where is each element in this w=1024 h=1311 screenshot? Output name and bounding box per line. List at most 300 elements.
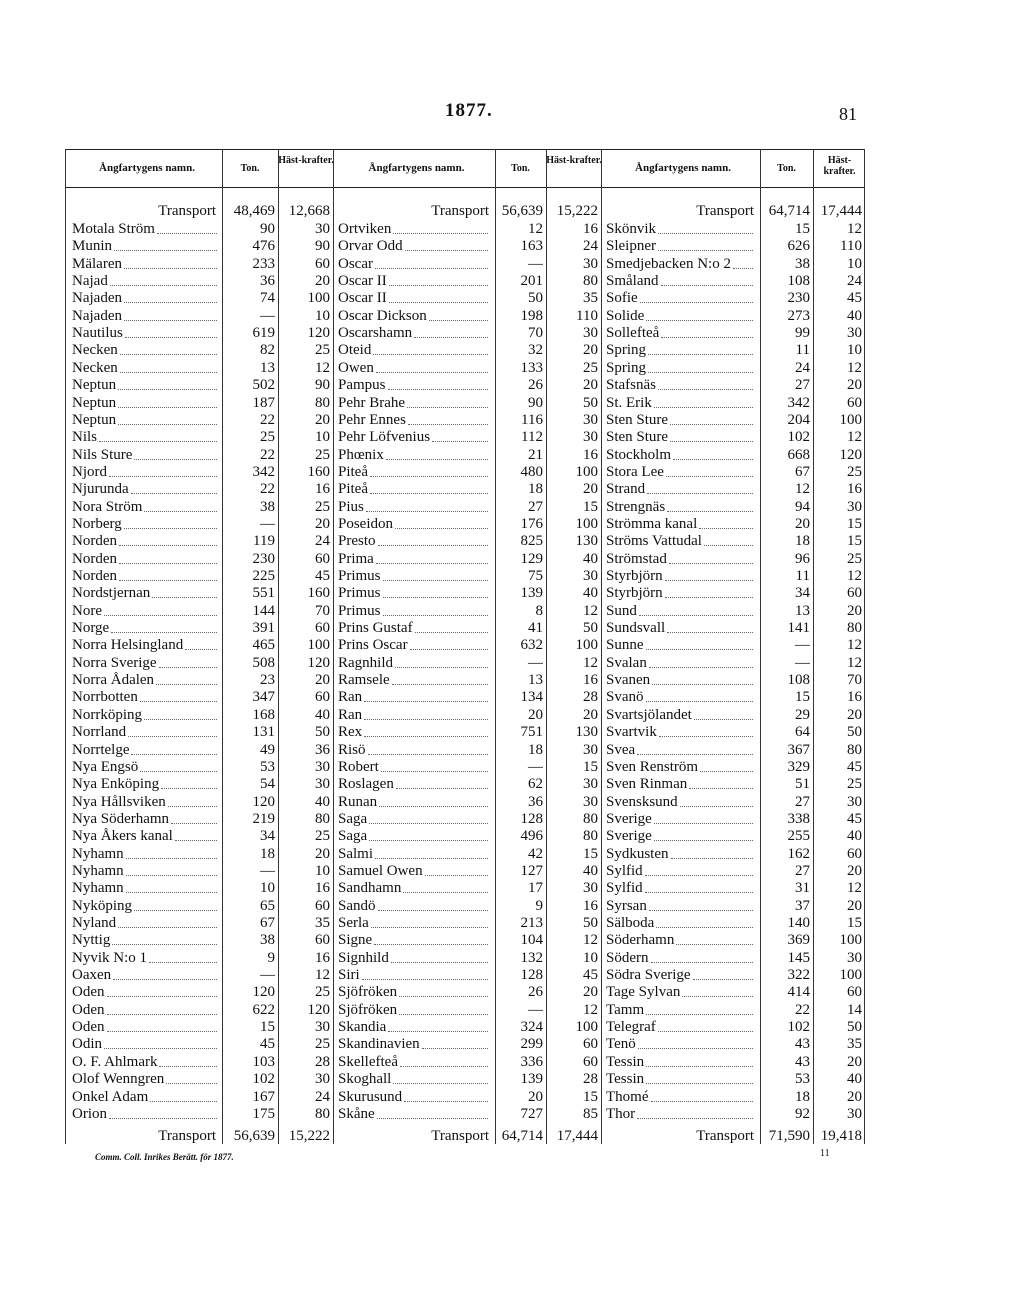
ship-name-text: Strand — [606, 481, 646, 498]
ship-tons: 11 — [795, 568, 810, 584]
ship-name-text: Sven Rinman — [606, 776, 688, 793]
ship-name-text: Svartvik — [606, 724, 657, 741]
ship-name — [72, 620, 220, 637]
ship-horsepower: 16 — [583, 672, 598, 689]
ship-tons: — — [528, 654, 543, 671]
ship-name — [338, 707, 491, 724]
ship-horsepower: 30 — [583, 776, 598, 793]
ship-tons: 53 — [260, 758, 275, 775]
ship-name-text: Tessin — [606, 1053, 645, 1070]
ship-name — [606, 464, 756, 481]
dot-leader — [119, 545, 217, 546]
ship-horsepower: 25 — [847, 550, 862, 567]
ship-horsepower: 20 — [315, 672, 330, 689]
dot-leader — [377, 1118, 488, 1119]
ship-horsepower: 12 — [315, 967, 330, 984]
ship-name — [72, 950, 220, 967]
ship-horsepower: 16 — [583, 221, 598, 237]
ship-tons: 632 — [520, 637, 543, 654]
ship-name — [72, 325, 220, 342]
dot-leader — [157, 233, 217, 234]
dot-leader — [647, 493, 753, 494]
dot-leader — [383, 597, 488, 598]
ship-tons: 342 — [787, 394, 810, 411]
ship-tons: 70 — [528, 325, 543, 342]
header-horsepower: Häst-krafter. — [278, 155, 334, 166]
ship-horsepower: 30 — [315, 1071, 330, 1088]
ship-tons: — — [528, 758, 543, 775]
ship-name-text: Runan — [338, 793, 378, 810]
ship-horsepower: 45 — [315, 568, 330, 584]
ship-tons: 13 — [260, 359, 275, 376]
ship-name-text: Sydkusten — [606, 845, 669, 862]
ship-horsepower: 24 — [315, 1088, 330, 1105]
ship-name — [606, 1089, 756, 1106]
dot-leader — [119, 580, 217, 581]
ship-tons: 112 — [521, 429, 543, 446]
dot-leader — [376, 372, 488, 373]
dot-leader — [107, 996, 218, 997]
ship-name — [72, 429, 220, 446]
ship-name-text: Norberg — [72, 515, 122, 532]
ship-name — [338, 1002, 491, 1019]
ship-name — [606, 707, 756, 724]
ship-name — [338, 742, 491, 759]
dot-leader — [366, 511, 488, 512]
ship-name — [338, 238, 491, 255]
dot-leader — [393, 1083, 488, 1084]
dot-leader — [109, 1118, 217, 1119]
column-rule — [864, 149, 865, 1144]
ship-horsepower: 100 — [575, 637, 598, 654]
ship-name — [72, 412, 220, 429]
ship-name-text: Norden — [72, 550, 117, 567]
ship-name-text: Piteå — [338, 481, 368, 498]
ship-horsepower: 120 — [839, 446, 862, 463]
ship-name — [338, 811, 491, 828]
ship-name-text: Mälaren — [72, 255, 122, 272]
ship-name — [338, 395, 491, 412]
ship-horsepower: 40 — [583, 862, 598, 879]
ship-tons: 508 — [252, 654, 275, 671]
ship-name — [72, 308, 220, 325]
ship-tons: 163 — [520, 238, 543, 255]
ship-tons: 90 — [528, 394, 543, 411]
dot-leader — [118, 424, 217, 425]
ship-name — [606, 932, 756, 949]
ship-name — [338, 256, 491, 273]
ship-tons: 26 — [528, 984, 543, 1001]
dot-leader — [682, 996, 753, 997]
ship-horsepower: 12 — [583, 602, 598, 619]
ship-tons: 255 — [787, 828, 810, 845]
ship-name — [606, 898, 756, 915]
ship-horsepower: 60 — [315, 255, 330, 272]
ship-horsepower: 24 — [315, 533, 330, 550]
ship-name — [338, 620, 491, 637]
ship-name — [72, 863, 220, 880]
ship-name — [606, 290, 756, 307]
ship-horsepower: 45 — [847, 758, 862, 775]
ship-horsepower: 25 — [315, 446, 330, 463]
ship-horsepower: 30 — [847, 1105, 862, 1122]
dot-leader — [680, 806, 753, 807]
ship-tons: 338 — [787, 810, 810, 827]
page-year: 1877. — [445, 100, 493, 121]
dot-leader — [161, 788, 217, 789]
ship-name-text: Serla — [338, 915, 369, 931]
ship-name — [72, 794, 220, 811]
ship-horsepower: 30 — [315, 221, 330, 237]
dot-leader — [646, 701, 754, 702]
ship-name-text: Samuel Owen — [338, 862, 423, 879]
ship-name — [72, 776, 220, 793]
ship-name — [606, 551, 756, 568]
dot-leader — [107, 1014, 218, 1015]
dot-leader — [370, 493, 488, 494]
ship-tons: 128 — [520, 810, 543, 827]
dot-leader — [378, 910, 489, 911]
ship-tons: 342 — [252, 463, 275, 480]
ship-name-text: Skurusund — [338, 1088, 403, 1105]
ship-name-text: Nils — [72, 429, 98, 446]
dot-leader — [114, 250, 217, 251]
dot-leader — [124, 268, 217, 269]
ship-horsepower: 20 — [847, 602, 862, 619]
ship-name — [338, 360, 491, 377]
ship-name — [72, 759, 220, 776]
ship-tons: 108 — [787, 672, 810, 689]
ship-name-text: Sverige — [606, 810, 652, 827]
ship-tons: 18 — [795, 533, 810, 550]
ship-horsepower: 60 — [315, 897, 330, 914]
ship-horsepower: 80 — [583, 273, 598, 290]
ship-name-text: Njord — [72, 463, 107, 480]
ship-name — [338, 950, 491, 967]
ship-tons: 67 — [795, 463, 810, 480]
ship-tons: 825 — [520, 533, 543, 550]
ship-name-text: Norra Sverige — [72, 654, 157, 671]
ship-name — [338, 967, 491, 984]
ship-name — [72, 1106, 220, 1123]
ship-name-text: Nordstjernan — [72, 585, 151, 602]
ship-name — [338, 846, 491, 863]
dot-leader — [669, 563, 753, 564]
ship-horsepower: 40 — [315, 793, 330, 810]
ship-name — [338, 481, 491, 498]
ship-name-text: Nya Enköping — [72, 776, 160, 793]
header-tons: Ton. — [777, 163, 796, 174]
ship-horsepower: 20 — [315, 273, 330, 290]
ship-horsepower: 60 — [315, 620, 330, 637]
ship-horsepower: 40 — [583, 585, 598, 602]
dot-leader — [379, 806, 488, 807]
dot-leader — [124, 302, 217, 303]
ship-tons: 751 — [520, 724, 543, 741]
ship-name-text: Nautilus — [72, 325, 123, 342]
ship-name-text: Pehr Brahe — [338, 394, 406, 411]
ship-horsepower: 60 — [847, 394, 862, 411]
ship-horsepower: 35 — [315, 915, 330, 931]
dot-leader — [381, 771, 488, 772]
ship-tons: 102 — [787, 429, 810, 446]
ship-horsepower: 45 — [847, 810, 862, 827]
ship-horsepower: 120 — [307, 1001, 330, 1018]
dot-leader — [639, 615, 753, 616]
ship-name-text: Sandö — [338, 897, 376, 914]
ship-name — [72, 481, 220, 498]
ship-tons: 144 — [252, 602, 275, 619]
ship-name — [606, 1002, 756, 1019]
ship-horsepower: 12 — [583, 654, 598, 671]
ship-tons: 8 — [535, 602, 543, 619]
ship-tons: — — [795, 654, 810, 671]
ship-horsepower: 25 — [315, 984, 330, 1001]
ship-name — [338, 932, 491, 949]
dot-leader — [386, 459, 488, 460]
transport-out-tons: 64,714 — [501, 1128, 543, 1144]
ship-tons: 127 — [520, 862, 543, 879]
ship-name — [338, 984, 491, 1001]
ship-name — [72, 1036, 220, 1053]
ship-name-text: Siri — [338, 967, 360, 984]
ship-horsepower: 25 — [847, 776, 862, 793]
ship-horsepower: 25 — [315, 342, 330, 359]
ship-tons: 727 — [520, 1105, 543, 1122]
ship-name — [606, 672, 756, 689]
ship-tons: 622 — [252, 1001, 275, 1018]
ship-name-text: Sälboda — [606, 915, 655, 931]
transport-out-label: Transport — [158, 1128, 216, 1144]
dot-leader — [425, 875, 488, 876]
ship-tons: 668 — [787, 446, 810, 463]
dot-leader — [99, 441, 217, 442]
ship-name-text: Nya Söderhamn — [72, 810, 170, 827]
ship-name — [338, 915, 491, 932]
ship-name-text: Pehr Löfvenius — [338, 429, 431, 446]
transport-out-tons: 56,639 — [233, 1128, 275, 1144]
ship-tons: 18 — [795, 1088, 810, 1105]
ship-name-text: Nyhamn — [72, 862, 124, 879]
ship-tons: 32 — [528, 342, 543, 359]
ship-tons: 175 — [252, 1105, 275, 1122]
dot-leader — [125, 337, 217, 338]
dot-leader — [658, 1031, 753, 1032]
column-rule — [333, 149, 334, 1144]
ship-horsepower: 80 — [583, 810, 598, 827]
ship-tons: 43 — [795, 1053, 810, 1070]
dot-leader — [107, 1031, 218, 1032]
ship-horsepower: 40 — [847, 828, 862, 845]
ship-name — [606, 395, 756, 412]
ship-name-text: Skoghall — [338, 1071, 392, 1088]
ship-name — [338, 1106, 491, 1123]
ship-horsepower: 50 — [315, 724, 330, 741]
ship-name — [606, 377, 756, 394]
ship-tons: 12 — [528, 221, 543, 237]
ship-name-text: Nya Åkers kanal — [72, 828, 173, 845]
ship-name — [72, 603, 220, 620]
ship-name-text: Nyhamn — [72, 845, 124, 862]
ship-horsepower: 80 — [583, 828, 598, 845]
ship-horsepower: 50 — [847, 724, 862, 741]
dot-leader — [393, 233, 488, 234]
transport-out-hp: 15,222 — [288, 1128, 330, 1144]
ship-tons: 476 — [252, 238, 275, 255]
dot-leader — [371, 927, 488, 928]
ship-horsepower: 15 — [847, 533, 862, 550]
ship-tons: 134 — [520, 689, 543, 706]
dot-leader — [733, 268, 753, 269]
dot-leader — [159, 1066, 217, 1067]
ship-name-text: Tamm — [606, 1001, 645, 1018]
ship-horsepower: 50 — [583, 620, 598, 637]
ship-tons: 129 — [520, 550, 543, 567]
ship-tons: 219 — [252, 810, 275, 827]
ship-tons: 502 — [252, 377, 275, 394]
ship-tons: 9 — [267, 949, 275, 966]
ship-name — [72, 898, 220, 915]
ship-name — [72, 724, 220, 741]
dot-leader — [175, 840, 217, 841]
ship-name-text: Ragnhild — [338, 654, 393, 671]
ship-name-text: Neptun — [72, 377, 117, 394]
ship-name — [72, 984, 220, 1001]
ship-horsepower: 160 — [307, 585, 330, 602]
ship-horsepower: 80 — [315, 394, 330, 411]
ship-horsepower: 80 — [315, 1105, 330, 1122]
dot-leader — [126, 892, 217, 893]
ship-tons: 176 — [520, 515, 543, 532]
dot-leader — [126, 858, 217, 859]
ship-horsepower: 100 — [839, 411, 862, 428]
ship-name-text: Styrbjörn — [606, 568, 663, 584]
dot-leader — [134, 459, 217, 460]
ship-name — [606, 724, 756, 741]
ship-name-text: Solide — [606, 307, 645, 324]
dot-leader — [144, 719, 217, 720]
ship-name-text: Skåne — [338, 1105, 375, 1122]
ship-name-text: Spring — [606, 359, 647, 376]
ship-name-text: Syrsan — [606, 897, 647, 914]
ship-name-text: Svartsjölandet — [606, 706, 692, 723]
ship-name-text: Prins Oscar — [338, 637, 408, 654]
ship-horsepower: 60 — [315, 689, 330, 706]
ship-name-text: Nyland — [72, 915, 117, 931]
dot-leader — [654, 840, 753, 841]
ship-name-text: Primus — [338, 568, 381, 584]
ship-tons: 102 — [787, 1019, 810, 1036]
ship-name-text: Norrland — [72, 724, 127, 741]
dot-leader — [124, 528, 217, 529]
ship-tons: 27 — [795, 862, 810, 879]
ship-tons: 367 — [787, 741, 810, 758]
ship-name — [606, 238, 756, 255]
ship-name — [606, 516, 756, 533]
ship-name-text: Norrbotten — [72, 689, 138, 706]
ship-name — [338, 898, 491, 915]
ship-horsepower: 100 — [839, 932, 862, 949]
dot-leader — [414, 337, 488, 338]
dot-leader — [110, 285, 217, 286]
transport-out-label: Transport — [431, 1128, 489, 1144]
ship-name-text: Skellefteå — [338, 1053, 398, 1070]
ship-name — [606, 776, 756, 793]
ship-name-text: Sjöfröken — [338, 984, 398, 1001]
ship-name-text: Presto — [338, 533, 376, 550]
ship-tons: 20 — [528, 706, 543, 723]
ship-horsepower: 15 — [847, 515, 862, 532]
page-number: 81 — [839, 104, 857, 124]
ship-horsepower: 100 — [307, 637, 330, 654]
ship-tons: 347 — [252, 689, 275, 706]
dot-leader — [646, 1014, 753, 1015]
ship-name — [338, 342, 491, 359]
ship-horsepower: 12 — [847, 654, 862, 671]
ship-horsepower: 60 — [847, 845, 862, 862]
ship-tons: 198 — [520, 307, 543, 324]
ship-name — [72, 568, 220, 585]
ship-tons: 25 — [260, 429, 275, 446]
ship-name — [606, 412, 756, 429]
dot-leader — [422, 1048, 488, 1049]
ship-tons: 37 — [795, 897, 810, 914]
ship-tons: 133 — [520, 359, 543, 376]
ship-tons: 22 — [795, 1001, 810, 1018]
ship-name-text: Prima — [338, 550, 374, 567]
ship-name-text: Ran — [338, 706, 363, 723]
ship-name — [606, 256, 756, 273]
ship-horsepower: 90 — [315, 238, 330, 255]
ship-horsepower: 10 — [583, 949, 598, 966]
dot-leader — [667, 511, 753, 512]
ship-name — [72, 290, 220, 307]
ship-tons: 50 — [528, 290, 543, 307]
ship-horsepower: 10 — [315, 307, 330, 324]
transport-out-label: Transport — [696, 1128, 754, 1144]
dot-leader — [126, 875, 217, 876]
ship-name-text: Ströms Vattudal — [606, 533, 702, 550]
dot-leader — [113, 979, 217, 980]
ship-horsepower: 80 — [847, 620, 862, 637]
ship-tons: 496 — [520, 828, 543, 845]
dot-leader — [429, 320, 488, 321]
ship-name — [606, 1036, 756, 1053]
dot-leader — [646, 320, 753, 321]
ship-name — [606, 828, 756, 845]
ship-name — [338, 464, 491, 481]
ship-name-text: Najad — [72, 273, 108, 290]
dot-leader — [370, 476, 488, 477]
dot-leader — [185, 649, 217, 650]
ship-name — [606, 533, 756, 550]
ship-name-text: Norra Ådalen — [72, 672, 155, 689]
ship-horsepower: 16 — [583, 446, 598, 463]
ship-name — [338, 828, 491, 845]
ship-horsepower: 40 — [315, 706, 330, 723]
ship-horsepower: 12 — [847, 429, 862, 446]
ship-horsepower: 130 — [575, 724, 598, 741]
dot-leader — [156, 684, 217, 685]
ship-tons: 12 — [795, 481, 810, 498]
ship-tons: 131 — [252, 724, 275, 741]
dot-leader — [369, 840, 488, 841]
ship-tons: 139 — [520, 1071, 543, 1088]
ship-tons: 49 — [260, 741, 275, 758]
ship-name — [338, 724, 491, 741]
ship-name-text: Roslagen — [338, 776, 394, 793]
ship-tons: 27 — [795, 377, 810, 394]
